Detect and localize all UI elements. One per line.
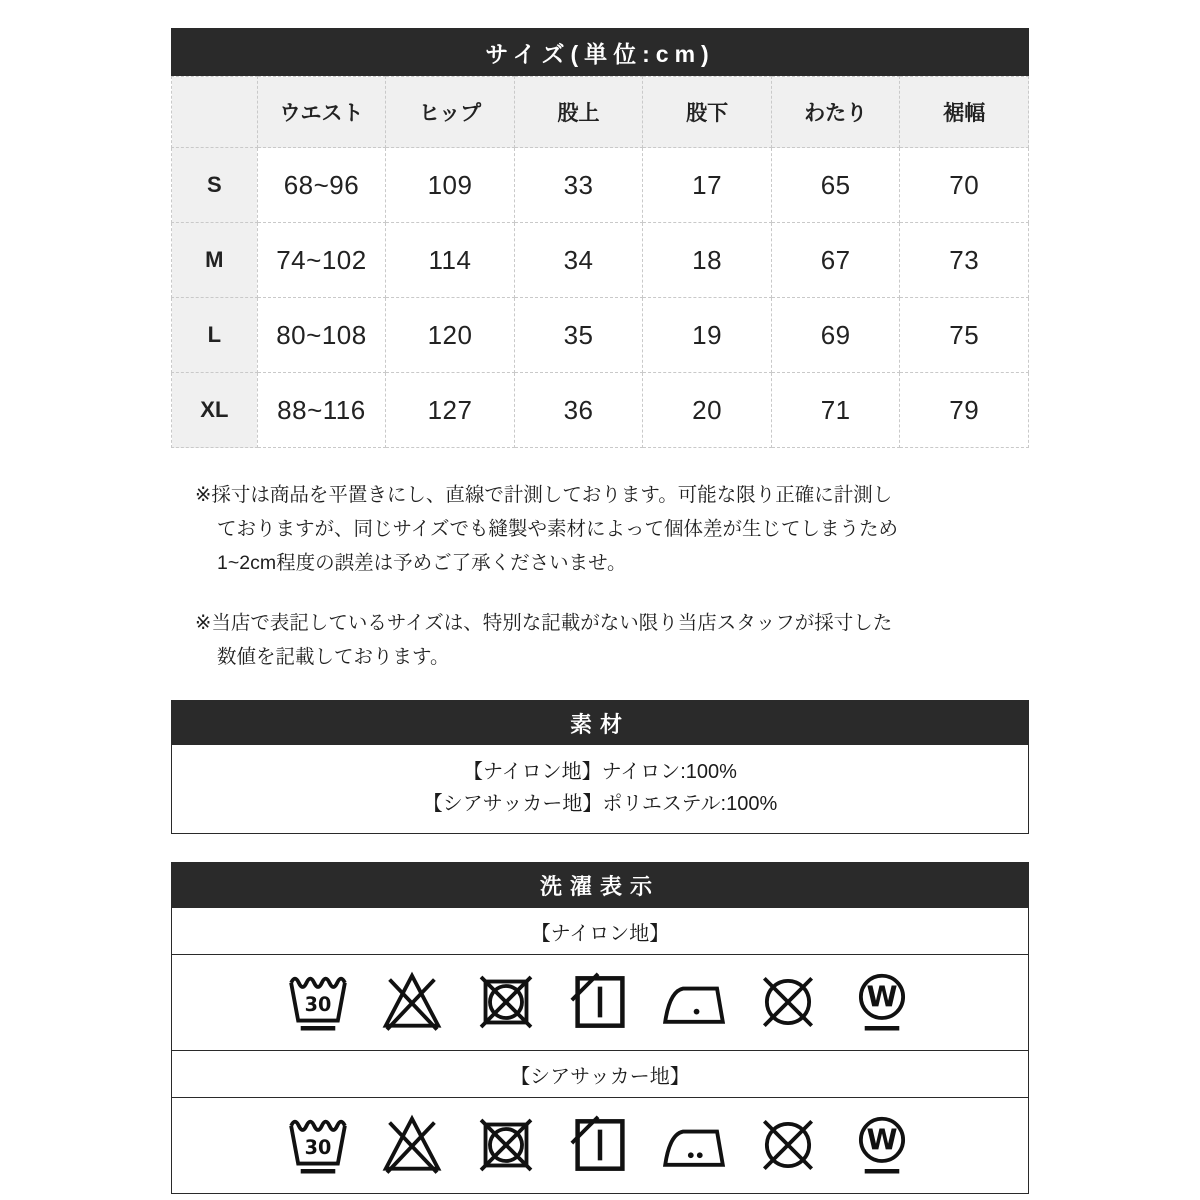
material-line: 【ナイロン地】ナイロン:100% bbox=[463, 761, 737, 783]
size-table-column-header: 股下 bbox=[643, 77, 772, 148]
note-line: 数値を記載しております。 bbox=[217, 646, 450, 668]
measurement-cell: 109 bbox=[386, 148, 515, 223]
iron-low-icon bbox=[662, 970, 726, 1034]
no-bleach-icon bbox=[380, 1113, 444, 1177]
size-table-row-xl bbox=[172, 373, 1029, 448]
measurement-cell: 74~102 bbox=[257, 223, 386, 298]
note-line: ※採寸は商品を平置きにし、直線で計測しております。可能な限り正確に計測し bbox=[195, 484, 893, 506]
measurement-cell: 70 bbox=[900, 148, 1029, 223]
svg-text:30: 30 bbox=[304, 1135, 332, 1159]
material-line: 【シアサッカー地】ポリエステル:100% bbox=[422, 793, 778, 815]
size-table-row-m bbox=[172, 223, 1029, 298]
care-icon-row bbox=[172, 1097, 1028, 1193]
size-table-header-row bbox=[172, 77, 1029, 148]
measurement-cell: 65 bbox=[771, 148, 900, 223]
no-dry-clean-icon bbox=[756, 1113, 820, 1177]
note-line: ておりますが、同じサイズでも縫製や素材によって個体差が生じてしまうため bbox=[217, 518, 898, 540]
measurement-cell: 68~96 bbox=[257, 148, 386, 223]
wash-care-section bbox=[171, 862, 1029, 1194]
measurement-cell: 75 bbox=[900, 298, 1029, 373]
fabric-label: 【シアサッカー地】 bbox=[172, 1050, 1028, 1097]
no-tumble-dry-icon bbox=[474, 970, 538, 1034]
measurement-cell: 36 bbox=[514, 373, 643, 448]
measurement-cell: 19 bbox=[643, 298, 772, 373]
size-label: S bbox=[172, 148, 258, 223]
measurement-cell: 80~108 bbox=[257, 298, 386, 373]
size-label: M bbox=[172, 223, 258, 298]
notes bbox=[171, 478, 1029, 674]
svg-text:W: W bbox=[866, 1123, 898, 1157]
measurement-cell: 73 bbox=[900, 223, 1029, 298]
wet-clean-gentle-icon bbox=[850, 1113, 914, 1177]
material-section bbox=[171, 700, 1029, 834]
size-label: L bbox=[172, 298, 258, 373]
no-tumble-dry-icon bbox=[474, 1113, 538, 1177]
measurement-cell: 35 bbox=[514, 298, 643, 373]
material-section-title: 素材 bbox=[172, 701, 1028, 745]
note-line: 1~2cm程度の誤差は予めご了承くださいませ。 bbox=[217, 552, 627, 574]
size-table bbox=[171, 76, 1029, 448]
size-table-corner-cell bbox=[172, 77, 258, 148]
size-section-title: サイズ(単位:cm) bbox=[171, 28, 1029, 76]
measurement-cell: 127 bbox=[386, 373, 515, 448]
note-1 bbox=[195, 478, 1005, 580]
measurement-cell: 79 bbox=[900, 373, 1029, 448]
size-table-column-header: 裾幅 bbox=[900, 77, 1029, 148]
wet-clean-gentle-icon bbox=[850, 970, 914, 1034]
size-table-column-header: ヒップ bbox=[386, 77, 515, 148]
note-2 bbox=[195, 606, 1005, 674]
measurement-cell: 71 bbox=[771, 373, 900, 448]
measurement-cell: 88~116 bbox=[257, 373, 386, 448]
size-table-column-header: わたり bbox=[771, 77, 900, 148]
wash-30-gentle-icon bbox=[286, 970, 350, 1034]
size-table-column-header: ウエスト bbox=[257, 77, 386, 148]
measurement-cell: 17 bbox=[643, 148, 772, 223]
wash-30-gentle-icon bbox=[286, 1113, 350, 1177]
size-table-column-header: 股上 bbox=[514, 77, 643, 148]
measurement-cell: 34 bbox=[514, 223, 643, 298]
measurement-cell: 18 bbox=[643, 223, 772, 298]
size-table-row-l bbox=[172, 298, 1029, 373]
no-dry-clean-icon bbox=[756, 970, 820, 1034]
svg-text:W: W bbox=[866, 980, 898, 1014]
wash-care-section-title: 洗濯表示 bbox=[172, 863, 1028, 907]
iron-medium-icon bbox=[662, 1113, 726, 1177]
size-section bbox=[171, 28, 1029, 448]
material-content bbox=[172, 745, 1028, 833]
measurement-cell: 20 bbox=[643, 373, 772, 448]
measurement-cell: 69 bbox=[771, 298, 900, 373]
fabric-label: 【ナイロン地】 bbox=[172, 907, 1028, 954]
measurement-cell: 120 bbox=[386, 298, 515, 373]
measurement-cell: 33 bbox=[514, 148, 643, 223]
note-line: ※当店で表記しているサイズは、特別な記載がない限り当店スタッフが採寸した bbox=[195, 612, 893, 634]
no-bleach-icon bbox=[380, 970, 444, 1034]
measurement-cell: 114 bbox=[386, 223, 515, 298]
measurement-cell: 67 bbox=[771, 223, 900, 298]
product-spec-sheet bbox=[171, 0, 1029, 1194]
size-label: XL bbox=[172, 373, 258, 448]
size-table-row-s bbox=[172, 148, 1029, 223]
size-table-body bbox=[172, 148, 1029, 448]
care-icon-row bbox=[172, 954, 1028, 1050]
line-dry-shade-icon bbox=[568, 1113, 632, 1177]
line-dry-shade-icon bbox=[568, 970, 632, 1034]
svg-text:30: 30 bbox=[304, 992, 332, 1016]
